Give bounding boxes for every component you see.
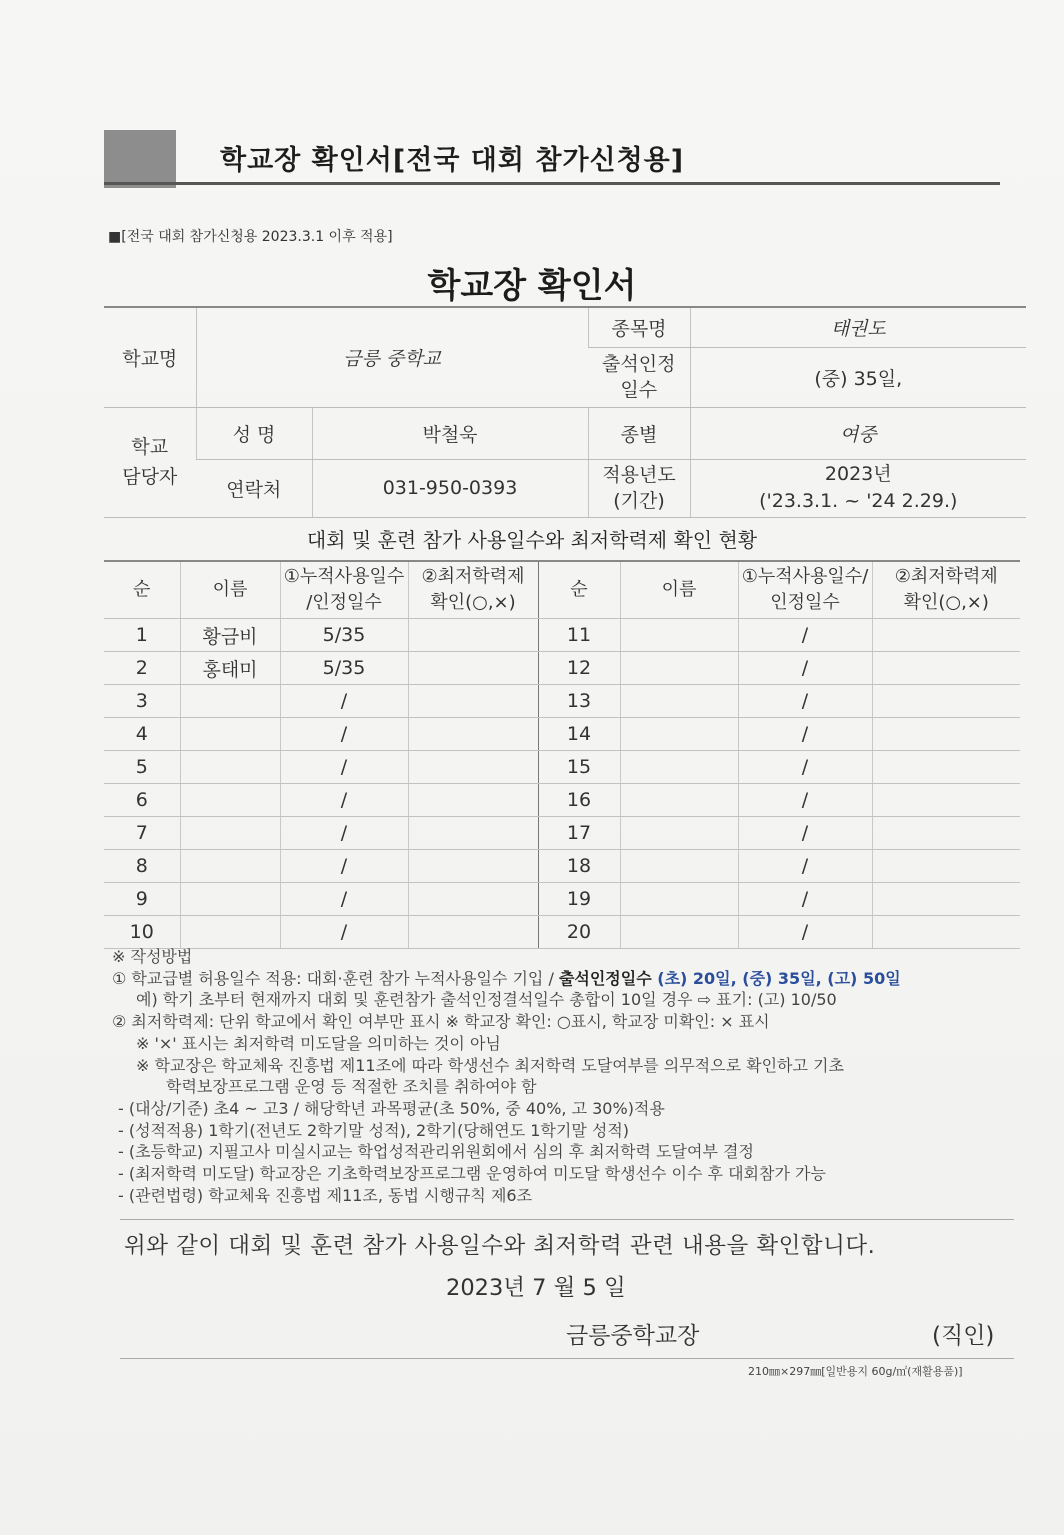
- issue-date: 2023년 7 월 5 일: [446, 1275, 626, 1301]
- attendance-label-line2: 일수: [620, 379, 658, 401]
- row-no-right: 11: [538, 619, 620, 652]
- contact-label: 연락처: [196, 459, 312, 517]
- row-name: [180, 817, 280, 850]
- staff-label: [104, 407, 196, 517]
- row-name: [180, 916, 280, 949]
- row-name-right: [620, 883, 738, 916]
- row-no-right: 16: [538, 784, 620, 817]
- row-check: [408, 883, 538, 916]
- col-header-days-right-line2: 인정일수: [770, 592, 840, 613]
- info-table: [104, 306, 1026, 518]
- row-check: [408, 916, 538, 949]
- row-check: [408, 817, 538, 850]
- col-header-no: 순: [104, 561, 180, 619]
- row-days: /: [280, 883, 408, 916]
- table-row: [104, 751, 1020, 784]
- period-label-line2: (기간): [613, 490, 665, 512]
- staff-label-line2: 담당자: [122, 466, 178, 488]
- row-no: 8: [104, 850, 180, 883]
- row-no-right: 12: [538, 652, 620, 685]
- table-row: [104, 850, 1020, 883]
- row-no: 6: [104, 784, 180, 817]
- instruction-1-text: ① 학교급별 허용일수 적용: 대회·훈련 참가 누적사용일수 기입 /: [112, 968, 559, 988]
- row-no-right: 18: [538, 850, 620, 883]
- row-days-right: /: [738, 619, 872, 652]
- attendance-days-label: [588, 347, 690, 407]
- row-days-right: /: [738, 784, 872, 817]
- row-check-right: [872, 685, 1020, 718]
- col-header-check: [408, 561, 538, 619]
- instruction-note-x: ※ '×' 표시는 최저학력 미도달을 의미하는 것이 아님: [136, 1033, 501, 1053]
- row-no: 4: [104, 718, 180, 751]
- category-value: 여중: [690, 407, 1026, 459]
- row-check-right: [872, 784, 1020, 817]
- col-header-days: [280, 561, 408, 619]
- row-days-right: /: [738, 817, 872, 850]
- row-no: 10: [104, 916, 180, 949]
- staff-name-value: 박철욱: [312, 407, 588, 459]
- attendance-label-line1: 출석인정: [602, 353, 676, 375]
- school-name-label: 학교명: [104, 307, 196, 407]
- table-row: [104, 883, 1020, 916]
- applicability-note: ■[전국 대회 참가신청용 2023.3.1 이후 적용]: [108, 229, 393, 245]
- period-label: [588, 459, 690, 517]
- table-row: [104, 718, 1020, 751]
- school-name-value: 금릉 중학교: [196, 307, 588, 407]
- header-title: 학교장 확인서[전국 대회 참가신청용]: [220, 145, 685, 176]
- row-no-right: 13: [538, 685, 620, 718]
- participation-table: [104, 560, 1020, 949]
- staff-label-line1: 학교: [131, 436, 169, 458]
- row-days: /: [280, 850, 408, 883]
- row-days-right: /: [738, 751, 872, 784]
- row-check: [408, 652, 538, 685]
- col-header-check-right-line2: 확인(○,×): [903, 592, 989, 613]
- contact-value: 031-950-0393: [312, 459, 588, 517]
- row-name: 홍태미: [180, 652, 280, 685]
- col-header-name: 이름: [180, 561, 280, 619]
- official-seal-label: (직인): [932, 1323, 995, 1349]
- row-name: [180, 883, 280, 916]
- row-check-right: [872, 850, 1020, 883]
- row-no: 7: [104, 817, 180, 850]
- instructions: [112, 946, 1032, 1206]
- row-name: [180, 751, 280, 784]
- row-no: 2: [104, 652, 180, 685]
- col-header-check-right: [872, 561, 1020, 619]
- category-label: 종별: [588, 407, 690, 459]
- instruction-grades: - (성적적용) 1학기(전년도 2학기말 성적), 2학기(당해연도 1학기말 성적): [118, 1120, 630, 1140]
- instruction-1: [112, 968, 1032, 990]
- col-header-check-right-line1: ②최저학력제: [894, 566, 998, 587]
- row-days: /: [280, 817, 408, 850]
- col-header-days-line2: /인정일수: [306, 592, 382, 613]
- principal-signature: 금릉중학교장: [566, 1323, 700, 1349]
- row-days-right: /: [738, 685, 872, 718]
- row-days-right: /: [738, 850, 872, 883]
- row-days: 5/35: [280, 619, 408, 652]
- row-days: /: [280, 718, 408, 751]
- row-name-right: [620, 619, 738, 652]
- row-no-right: 19: [538, 883, 620, 916]
- row-name-right: [620, 718, 738, 751]
- row-name-right: [620, 685, 738, 718]
- row-check: [408, 784, 538, 817]
- instruction-elementary: - (초등학교) 지필고사 미실시교는 학업성적관리위원회에서 심의 후 최저학력 도달여부 결정: [118, 1142, 754, 1162]
- row-days-right: /: [738, 916, 872, 949]
- header-rule: [104, 182, 1000, 185]
- period-label-line1: 적용년도: [602, 464, 676, 486]
- row-no: 3: [104, 685, 180, 718]
- table-row: [104, 916, 1020, 949]
- table-row: [104, 784, 1020, 817]
- table-row: [104, 685, 1020, 718]
- col-header-days-right: [738, 561, 872, 619]
- row-no-right: 14: [538, 718, 620, 751]
- event-label: 종목명: [588, 307, 690, 347]
- instruction-2: ② 최저학력제: 단위 학교에서 확인 여부만 표시 ※ 학교장 확인: ○표시, 학교장 미확인: × 표시: [112, 1012, 770, 1032]
- row-check-right: [872, 817, 1020, 850]
- row-check-right: [872, 619, 1020, 652]
- row-check-right: [872, 652, 1020, 685]
- row-name: [180, 685, 280, 718]
- row-no-right: 17: [538, 817, 620, 850]
- instruction-target: - (대상/기준) 초4 ~ 고3 / 해당학년 과목평균(초 50%, 중 40%, 고 30%)적용: [118, 1098, 665, 1118]
- staff-name-label: 성 명: [196, 407, 312, 459]
- row-days-right: /: [738, 718, 872, 751]
- instruction-unmet: - (최저학력 미도달) 학교장은 기초학력보장프로그램 운영하여 미도달 학생선수 이수 후 대회참가 가능: [118, 1164, 826, 1184]
- row-days: /: [280, 751, 408, 784]
- attendance-days-value: (중) 35일,: [690, 347, 1026, 407]
- instruction-note-principal: ※ 학교장은 학교체육 진흥법 제11조에 따라 학생선수 최저학력 도달여부를 의무적으로 확인하고 기초: [136, 1055, 844, 1075]
- period-range: ('23.3.1. ~ '24 2.29.): [759, 490, 958, 512]
- col-header-name-right: 이름: [620, 561, 738, 619]
- table-row: [104, 817, 1020, 850]
- col-header-days-line1: ①누적사용일수: [283, 566, 405, 587]
- document-title: 학교장 확인서: [427, 266, 637, 306]
- footer-rule: [120, 1358, 1014, 1359]
- row-days: /: [280, 916, 408, 949]
- col-header-check-line2: 확인(○,×): [430, 592, 516, 613]
- row-name: [180, 718, 280, 751]
- section-title: 대회 및 훈련 참가 사용일수와 최저학력제 확인 현황: [306, 528, 758, 552]
- row-name-right: [620, 652, 738, 685]
- row-check: [408, 718, 538, 751]
- confirmation-statement: 위와 같이 대회 및 훈련 참가 사용일수와 최저학력 관련 내용을 확인합니다.: [124, 1233, 876, 1259]
- instruction-1-bold: 출석인정일수: [558, 968, 658, 988]
- row-check-right: [872, 751, 1020, 784]
- row-days-right: /: [738, 883, 872, 916]
- table-row: [104, 619, 1020, 652]
- period-value: [690, 459, 1026, 517]
- paper-spec: 210㎜×297㎜[일반용지 60g/㎡(재활용품)]: [748, 1365, 963, 1378]
- period-year: 2023년: [824, 463, 892, 485]
- table-row: [104, 652, 1020, 685]
- instruction-1-days: (초) 20일, (중) 35일, (고) 50일: [657, 968, 901, 988]
- row-no: 1: [104, 619, 180, 652]
- row-check: [408, 850, 538, 883]
- row-check-right: [872, 916, 1020, 949]
- instruction-example: 예) 학기 초부터 현재까지 대회 및 훈련참가 출석인정결석일수 총합이 10일 경우 ⇨ 표기: (고) 10/50: [136, 990, 837, 1010]
- row-name-right: [620, 751, 738, 784]
- row-days: 5/35: [280, 652, 408, 685]
- row-no: 9: [104, 883, 180, 916]
- row-name: [180, 850, 280, 883]
- row-no-right: 20: [538, 916, 620, 949]
- row-name: [180, 784, 280, 817]
- instructions-heading: ※ 작성방법: [112, 947, 193, 966]
- row-name-right: [620, 850, 738, 883]
- row-days-right: /: [738, 652, 872, 685]
- row-no-right: 15: [538, 751, 620, 784]
- col-header-check-line1: ②최저학력제: [421, 566, 525, 587]
- header-gray-block: [104, 130, 176, 188]
- instruction-law: - (관련법령) 학교체육 진흥법 제11조, 동법 시행규칙 제6조: [118, 1185, 533, 1205]
- row-days: /: [280, 784, 408, 817]
- row-days: /: [280, 685, 408, 718]
- row-check-right: [872, 883, 1020, 916]
- row-check: [408, 619, 538, 652]
- row-name-right: [620, 916, 738, 949]
- row-no: 5: [104, 751, 180, 784]
- row-name: 황금비: [180, 619, 280, 652]
- row-check-right: [872, 718, 1020, 751]
- row-name-right: [620, 784, 738, 817]
- col-header-no-right: 순: [538, 561, 620, 619]
- row-check: [408, 751, 538, 784]
- event-value: 태권도: [690, 307, 1026, 347]
- row-check: [408, 685, 538, 718]
- row-name-right: [620, 817, 738, 850]
- divider: [120, 1219, 1014, 1220]
- instruction-note-principal-cont: 학력보장프로그램 운영 등 적절한 조치를 취하여야 함: [166, 1077, 537, 1097]
- col-header-days-right-line1: ①누적사용일수/: [741, 566, 869, 587]
